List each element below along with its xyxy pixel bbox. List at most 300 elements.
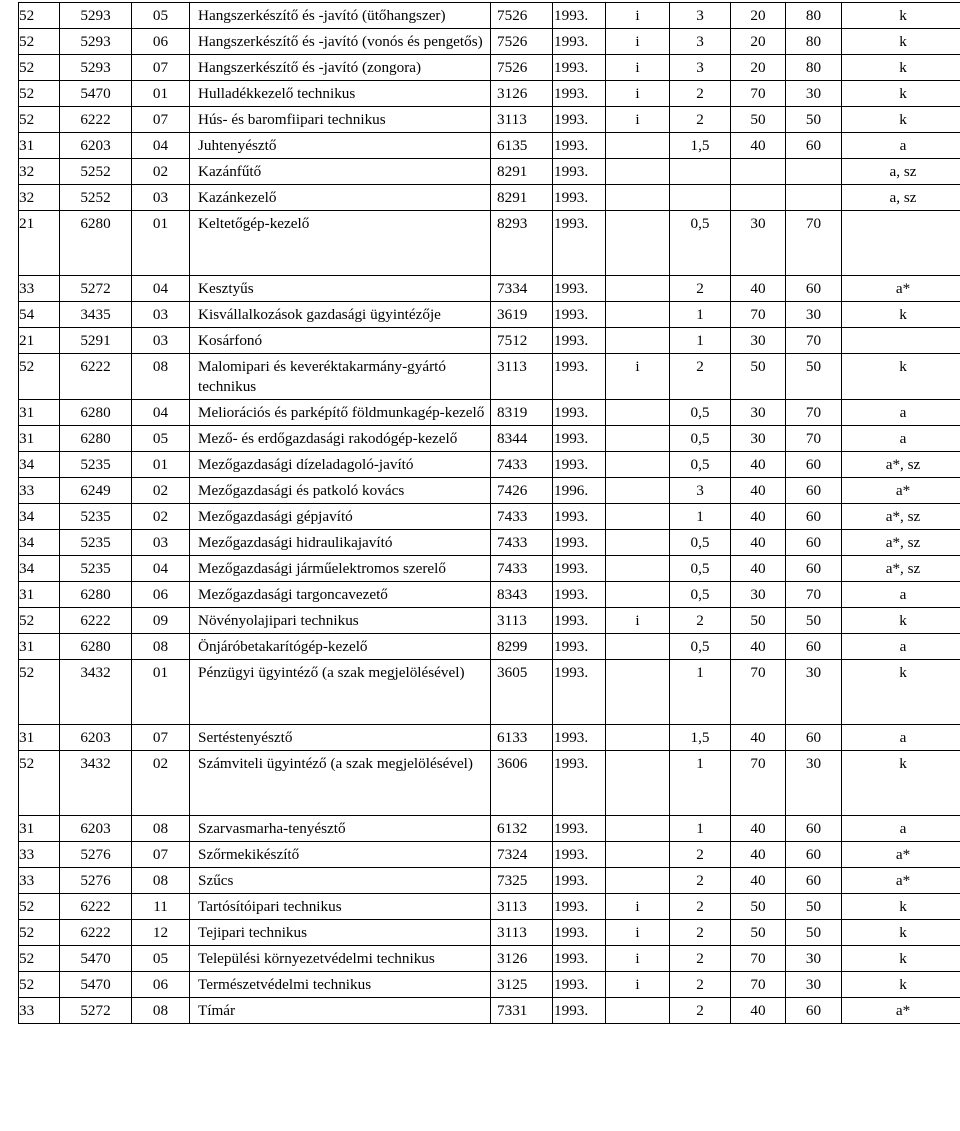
level-code-cell: 31 [19,634,60,660]
occupation-code-cell: 7526 [491,3,553,29]
occupation-code-cell: 7426 [491,478,553,504]
duration-cell: 1 [670,816,731,842]
occupation-code-cell: 7526 [491,55,553,81]
duration-cell: 1 [670,328,731,354]
occupation-name-cell: Számviteli ügyintéző (a szak megjelölésével) [190,751,491,816]
table-row [19,478,960,504]
feor-code-cell: 5252 [60,159,132,185]
level-code-cell: 52 [19,29,60,55]
flag-i-cell [606,751,670,816]
practice-percent-cell: 60 [786,530,842,556]
theory-percent-cell: 40 [731,998,786,1024]
entry-requirement-cell: k [842,29,960,55]
feor-code-cell: 5293 [60,29,132,55]
level-code-cell: 52 [19,972,60,998]
sub-code-cell: 03 [132,328,190,354]
duration-cell: 0,5 [670,556,731,582]
practice-percent-cell: 50 [786,894,842,920]
entry-requirement-cell: k [842,81,960,107]
level-code-cell: 52 [19,946,60,972]
occupation-code-cell: 6132 [491,816,553,842]
flag-i-cell [606,530,670,556]
feor-code-cell: 6222 [60,354,132,400]
feor-code-cell: 5276 [60,868,132,894]
practice-percent-cell: 50 [786,107,842,133]
duration-cell: 2 [670,868,731,894]
theory-percent-cell: 40 [731,276,786,302]
entry-requirement-cell: k [842,946,960,972]
table-row [19,185,960,211]
duration-cell [670,185,731,211]
practice-percent-cell: 30 [786,302,842,328]
theory-percent-cell: 70 [731,81,786,107]
table-row [19,868,960,894]
theory-percent-cell: 40 [731,725,786,751]
theory-percent-cell: 40 [731,868,786,894]
feor-code-cell: 3432 [60,660,132,725]
sub-code-cell: 01 [132,211,190,276]
occupation-code-cell: 3113 [491,354,553,400]
occupation-code-cell: 7433 [491,504,553,530]
flag-i-cell: i [606,81,670,107]
feor-code-cell: 5276 [60,842,132,868]
duration-cell: 2 [670,894,731,920]
sub-code-cell: 04 [132,133,190,159]
occupation-code-cell: 8291 [491,159,553,185]
sub-code-cell: 01 [132,452,190,478]
sub-code-cell: 06 [132,972,190,998]
level-code-cell: 52 [19,751,60,816]
duration-cell: 2 [670,842,731,868]
table-row [19,660,960,725]
feor-code-cell: 3432 [60,751,132,816]
flag-i-cell [606,816,670,842]
entry-requirement-cell: k [842,302,960,328]
theory-percent-cell: 70 [731,751,786,816]
sub-code-cell: 08 [132,634,190,660]
theory-percent-cell: 30 [731,426,786,452]
theory-percent-cell: 50 [731,608,786,634]
occupation-code-cell: 7433 [491,530,553,556]
theory-percent-cell: 70 [731,946,786,972]
feor-code-cell: 5470 [60,81,132,107]
year-cell: 1993. [553,276,606,302]
occupation-code-cell: 7325 [491,868,553,894]
practice-percent-cell: 80 [786,3,842,29]
theory-percent-cell: 40 [731,504,786,530]
table-row [19,894,960,920]
occupation-code-cell: 8344 [491,426,553,452]
table-row [19,972,960,998]
level-code-cell: 34 [19,556,60,582]
occupation-code-cell: 3619 [491,302,553,328]
table-row [19,556,960,582]
occupation-code-cell: 8291 [491,185,553,211]
sub-code-cell: 07 [132,842,190,868]
occupation-code-cell: 3113 [491,608,553,634]
feor-code-cell: 6249 [60,478,132,504]
practice-percent-cell: 50 [786,920,842,946]
duration-cell: 2 [670,276,731,302]
duration-cell: 1,5 [670,133,731,159]
feor-code-cell: 6203 [60,725,132,751]
practice-percent-cell: 60 [786,842,842,868]
feor-code-cell: 5235 [60,504,132,530]
entry-requirement-cell [842,211,960,276]
year-cell: 1993. [553,660,606,725]
duration-cell: 2 [670,81,731,107]
level-code-cell: 52 [19,354,60,400]
occupation-code-cell: 7331 [491,998,553,1024]
entry-requirement-cell: a*, sz [842,556,960,582]
level-code-cell: 21 [19,211,60,276]
theory-percent-cell: 70 [731,302,786,328]
occupation-name-cell: Mezőgazdasági gépjavító [190,504,491,530]
table-row [19,725,960,751]
occupation-code-cell: 3113 [491,894,553,920]
entry-requirement-cell: a [842,582,960,608]
occupation-code-cell: 6133 [491,725,553,751]
entry-requirement-cell: k [842,608,960,634]
practice-percent-cell: 80 [786,55,842,81]
duration-cell: 1 [670,751,731,816]
theory-percent-cell: 40 [731,842,786,868]
sub-code-cell: 11 [132,894,190,920]
occupation-name-cell: Mezőgazdasági hidraulikajavító [190,530,491,556]
feor-code-cell: 6280 [60,426,132,452]
practice-percent-cell: 60 [786,634,842,660]
sub-code-cell: 08 [132,868,190,894]
practice-percent-cell: 60 [786,478,842,504]
level-code-cell: 32 [19,185,60,211]
duration-cell: 1 [670,660,731,725]
feor-code-cell: 6280 [60,634,132,660]
entry-requirement-cell: a [842,133,960,159]
table-row [19,302,960,328]
duration-cell: 2 [670,107,731,133]
year-cell: 1993. [553,946,606,972]
sub-code-cell: 02 [132,751,190,816]
sub-code-cell: 01 [132,660,190,725]
practice-percent-cell: 70 [786,328,842,354]
feor-code-cell: 6222 [60,920,132,946]
entry-requirement-cell: a* [842,998,960,1024]
table-row [19,816,960,842]
duration-cell: 1 [670,504,731,530]
feor-code-cell: 6203 [60,133,132,159]
practice-percent-cell: 50 [786,354,842,400]
entry-requirement-cell: a [842,634,960,660]
occupation-code-cell: 3113 [491,920,553,946]
level-code-cell: 32 [19,159,60,185]
theory-percent-cell: 50 [731,107,786,133]
level-code-cell: 34 [19,504,60,530]
level-code-cell: 33 [19,478,60,504]
entry-requirement-cell [842,328,960,354]
occupation-name-cell: Mezőgazdasági dízeladagoló-javító [190,452,491,478]
feor-code-cell: 6203 [60,816,132,842]
level-code-cell: 33 [19,998,60,1024]
occupations-table [18,2,960,1024]
flag-i-cell: i [606,29,670,55]
duration-cell: 2 [670,946,731,972]
year-cell: 1993. [553,582,606,608]
flag-i-cell [606,426,670,452]
duration-cell: 2 [670,354,731,400]
feor-code-cell: 5235 [60,556,132,582]
theory-percent-cell: 30 [731,211,786,276]
theory-percent-cell: 70 [731,660,786,725]
level-code-cell: 31 [19,582,60,608]
table-row [19,504,960,530]
level-code-cell: 52 [19,107,60,133]
occupation-code-cell: 7512 [491,328,553,354]
practice-percent-cell: 30 [786,946,842,972]
entry-requirement-cell: a* [842,276,960,302]
flag-i-cell: i [606,354,670,400]
practice-percent-cell: 30 [786,81,842,107]
entry-requirement-cell: k [842,3,960,29]
year-cell: 1993. [553,107,606,133]
flag-i-cell [606,302,670,328]
occupation-code-cell: 8293 [491,211,553,276]
occupation-name-cell: Természetvédelmi technikus [190,972,491,998]
feor-code-cell: 5293 [60,3,132,29]
practice-percent-cell: 60 [786,133,842,159]
year-cell: 1993. [553,920,606,946]
entry-requirement-cell: k [842,920,960,946]
year-cell: 1993. [553,868,606,894]
year-cell: 1993. [553,504,606,530]
table-row [19,582,960,608]
theory-percent-cell [731,159,786,185]
flag-i-cell [606,452,670,478]
flag-i-cell [606,868,670,894]
occupation-name-cell: Kazánkezelő [190,185,491,211]
sub-code-cell: 04 [132,400,190,426]
duration-cell: 0,5 [670,211,731,276]
flag-i-cell [606,211,670,276]
entry-requirement-cell: a* [842,478,960,504]
table-row [19,530,960,556]
level-code-cell: 34 [19,452,60,478]
flag-i-cell: i [606,608,670,634]
occupation-name-cell: Hangszerkészítő és -javító (vonós és pengetős) [190,29,491,55]
duration-cell: 1,5 [670,725,731,751]
occupation-name-cell: Tartósítóipari technikus [190,894,491,920]
level-code-cell: 31 [19,426,60,452]
occupation-name-cell: Malomipari és keveréktakarmány-gyártó technikus [190,354,491,400]
sub-code-cell: 04 [132,276,190,302]
theory-percent-cell: 20 [731,55,786,81]
table-row [19,920,960,946]
occupation-name-cell: Sertéstenyésztő [190,725,491,751]
sub-code-cell: 02 [132,478,190,504]
occupation-name-cell: Mezőgazdasági targoncavezető [190,582,491,608]
occupation-name-cell: Meliorációs és parképítő földmunkagép-kezelő [190,400,491,426]
flag-i-cell [606,556,670,582]
occupation-name-cell: Pénzügyi ügyintéző (a szak megjelölésével) [190,660,491,725]
occupation-code-cell: 8343 [491,582,553,608]
year-cell: 1993. [553,185,606,211]
occupation-name-cell: Szűcs [190,868,491,894]
duration-cell: 1 [670,302,731,328]
entry-requirement-cell: a*, sz [842,504,960,530]
sub-code-cell: 06 [132,29,190,55]
year-cell: 1993. [553,55,606,81]
flag-i-cell: i [606,55,670,81]
table-row [19,946,960,972]
practice-percent-cell [786,159,842,185]
flag-i-cell: i [606,107,670,133]
occupation-name-cell: Hulladékkezelő technikus [190,81,491,107]
practice-percent-cell: 70 [786,426,842,452]
level-code-cell: 54 [19,302,60,328]
feor-code-cell: 6222 [60,608,132,634]
sub-code-cell: 05 [132,946,190,972]
occupation-code-cell: 7433 [491,452,553,478]
duration-cell: 0,5 [670,582,731,608]
occupation-code-cell: 8299 [491,634,553,660]
flag-i-cell: i [606,3,670,29]
entry-requirement-cell: a* [842,868,960,894]
sub-code-cell: 07 [132,55,190,81]
duration-cell: 3 [670,29,731,55]
theory-percent-cell: 50 [731,894,786,920]
table-row [19,55,960,81]
level-code-cell: 52 [19,660,60,725]
duration-cell: 0,5 [670,452,731,478]
level-code-cell: 31 [19,400,60,426]
year-cell: 1993. [553,3,606,29]
occupation-code-cell: 3126 [491,81,553,107]
entry-requirement-cell: k [842,107,960,133]
level-code-cell: 52 [19,81,60,107]
practice-percent-cell: 30 [786,972,842,998]
flag-i-cell [606,185,670,211]
entry-requirement-cell: a* [842,842,960,868]
table-row [19,107,960,133]
sub-code-cell: 08 [132,998,190,1024]
entry-requirement-cell: k [842,751,960,816]
occupation-code-cell: 8319 [491,400,553,426]
year-cell: 1993. [553,972,606,998]
level-code-cell: 52 [19,920,60,946]
year-cell: 1993. [553,816,606,842]
entry-requirement-cell: a [842,426,960,452]
theory-percent-cell: 40 [731,556,786,582]
year-cell: 1993. [553,133,606,159]
flag-i-cell [606,478,670,504]
year-cell: 1993. [553,354,606,400]
year-cell: 1993. [553,211,606,276]
flag-i-cell [606,504,670,530]
table-row [19,29,960,55]
practice-percent-cell: 60 [786,868,842,894]
flag-i-cell [606,842,670,868]
flag-i-cell [606,660,670,725]
occupation-name-cell: Önjáróbetakarítógép-kezelő [190,634,491,660]
occupation-name-cell: Szőrmekikészítő [190,842,491,868]
year-cell: 1993. [553,608,606,634]
theory-percent-cell: 70 [731,972,786,998]
practice-percent-cell: 60 [786,276,842,302]
feor-code-cell: 5470 [60,946,132,972]
flag-i-cell [606,328,670,354]
table-row [19,842,960,868]
year-cell: 1993. [553,842,606,868]
entry-requirement-cell: k [842,55,960,81]
duration-cell: 2 [670,608,731,634]
feor-code-cell: 3435 [60,302,132,328]
occupation-code-cell: 7526 [491,29,553,55]
level-code-cell: 31 [19,725,60,751]
theory-percent-cell: 40 [731,133,786,159]
feor-code-cell: 5235 [60,530,132,556]
entry-requirement-cell: a [842,816,960,842]
year-cell: 1993. [553,634,606,660]
flag-i-cell [606,634,670,660]
theory-percent-cell: 40 [731,478,786,504]
occupation-name-cell: Hús- és baromfiipari technikus [190,107,491,133]
theory-percent-cell: 50 [731,920,786,946]
theory-percent-cell: 40 [731,452,786,478]
level-code-cell: 31 [19,816,60,842]
year-cell: 1993. [553,81,606,107]
sub-code-cell: 09 [132,608,190,634]
table-row [19,211,960,276]
practice-percent-cell: 30 [786,660,842,725]
duration-cell: 3 [670,478,731,504]
practice-percent-cell: 70 [786,582,842,608]
practice-percent-cell: 30 [786,751,842,816]
sub-code-cell: 12 [132,920,190,946]
entry-requirement-cell: k [842,660,960,725]
table-row [19,751,960,816]
feor-code-cell: 5272 [60,998,132,1024]
occupation-code-cell: 6135 [491,133,553,159]
year-cell: 1993. [553,556,606,582]
sub-code-cell: 03 [132,302,190,328]
flag-i-cell [606,159,670,185]
occupation-name-cell: Szarvasmarha-tenyésztő [190,816,491,842]
year-cell: 1993. [553,159,606,185]
entry-requirement-cell: a*, sz [842,452,960,478]
year-cell: 1993. [553,426,606,452]
feor-code-cell: 6280 [60,400,132,426]
practice-percent-cell: 60 [786,816,842,842]
year-cell: 1993. [553,452,606,478]
sub-code-cell: 06 [132,582,190,608]
feor-code-cell: 6280 [60,211,132,276]
feor-code-cell: 5235 [60,452,132,478]
duration-cell: 3 [670,3,731,29]
duration-cell: 2 [670,972,731,998]
occupation-name-cell: Tejipari technikus [190,920,491,946]
year-cell: 1993. [553,894,606,920]
practice-percent-cell: 50 [786,608,842,634]
table-row [19,608,960,634]
flag-i-cell: i [606,920,670,946]
sub-code-cell: 07 [132,107,190,133]
table-row [19,159,960,185]
level-code-cell: 52 [19,894,60,920]
sub-code-cell: 02 [132,159,190,185]
level-code-cell: 33 [19,842,60,868]
practice-percent-cell [786,185,842,211]
flag-i-cell [606,998,670,1024]
table-row [19,426,960,452]
